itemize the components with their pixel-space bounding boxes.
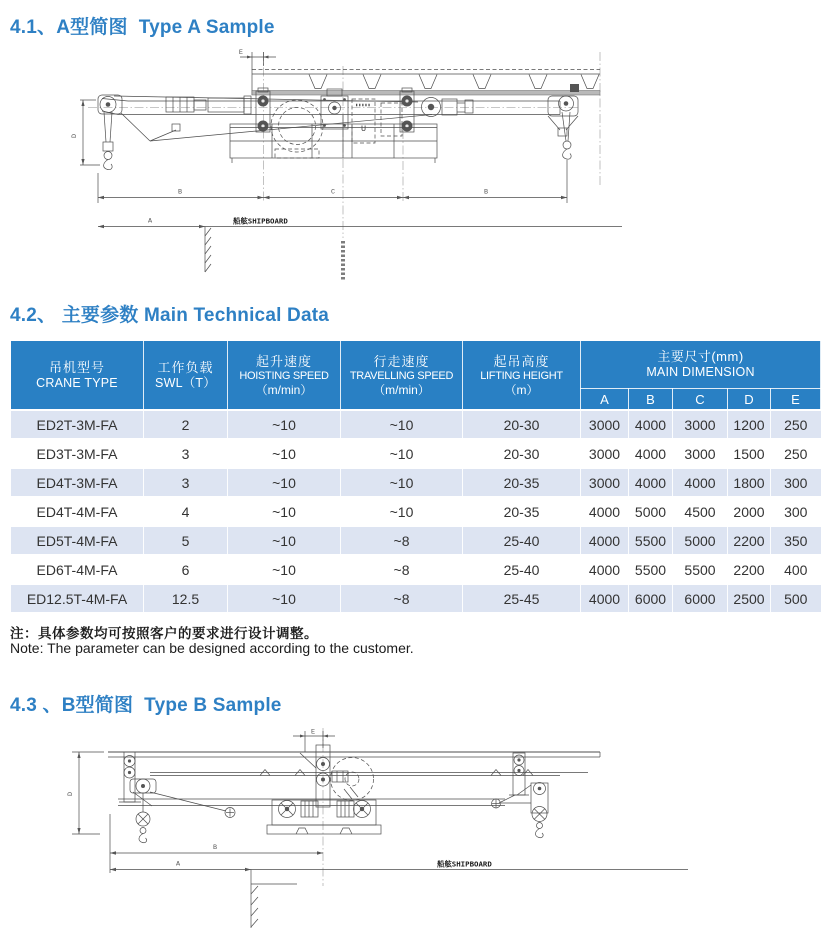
col-header-dim-e: E — [771, 389, 821, 411]
cell-c: 5500 — [673, 555, 728, 584]
cell-hoist: ~10 — [228, 526, 341, 555]
cell-a: 3000 — [581, 410, 629, 439]
main-technical-data-table — [10, 340, 821, 612]
cell-b: 4000 — [629, 439, 673, 468]
cell-model: ED6T-4M-FA — [11, 555, 144, 584]
cell-e: 400 — [771, 555, 821, 584]
table-row — [11, 526, 821, 555]
cell-e: 250 — [771, 410, 821, 439]
dim-label-b-right: B — [483, 188, 489, 197]
cell-swl: 3 — [144, 439, 228, 468]
cell-hoist: ~10 — [228, 584, 341, 612]
dim-label-b: B — [212, 844, 218, 852]
note-english: Note: The parameter can be designed according to the customer. — [10, 640, 414, 656]
cell-hoist: ~10 — [228, 410, 341, 439]
cell-a: 4000 — [581, 584, 629, 612]
cell-lift: 25-40 — [463, 555, 581, 584]
cell-a: 3000 — [581, 468, 629, 497]
col-header-crane-type: 吊机型号 CRANE TYPE — [11, 341, 144, 411]
cell-d: 2200 — [728, 526, 771, 555]
cell-b: 5500 — [629, 526, 673, 555]
dim-label-d: D — [71, 133, 79, 139]
shipboard-label-b: 船舷SHIPBOARD — [437, 859, 492, 869]
cell-travel: ~10 — [341, 497, 463, 526]
cell-swl: 6 — [144, 555, 228, 584]
cell-lift: 25-40 — [463, 526, 581, 555]
cell-b: 5000 — [629, 497, 673, 526]
cell-a: 4000 — [581, 497, 629, 526]
section-title-4-2: 4.2、 主要参数 Main Technical Data — [10, 305, 330, 326]
type-a-crane-drawing — [60, 45, 630, 295]
cell-swl: 5 — [144, 526, 228, 555]
cell-b: 6000 — [629, 584, 673, 612]
cell-c: 3000 — [673, 410, 728, 439]
shipboard-label-a: 船舷SHIPBOARD — [233, 216, 288, 226]
cell-e: 350 — [771, 526, 821, 555]
cell-lift: 20-35 — [463, 468, 581, 497]
cell-travel: ~10 — [341, 410, 463, 439]
col-header-main-dimension: 主要尺寸(mm) MAIN DIMENSION — [581, 341, 821, 389]
table-body — [11, 410, 821, 612]
dim-label-e: E — [310, 728, 316, 737]
cell-e: 300 — [771, 497, 821, 526]
cell-hoist: ~10 — [228, 468, 341, 497]
cell-d: 1500 — [728, 439, 771, 468]
cell-e: 300 — [771, 468, 821, 497]
cell-d: 2000 — [728, 497, 771, 526]
cell-c: 4500 — [673, 497, 728, 526]
note-chinese: 注：具体参数均可按照客户的要求进行设计调整。 — [10, 626, 318, 641]
dim-label-b-left: B — [177, 188, 183, 197]
table-row — [11, 439, 821, 468]
col-header-dim-b: B — [629, 389, 673, 411]
dim-label-d: D — [67, 791, 75, 797]
section-title-4-3: 4.3 、B型简图 Type B Sample — [10, 695, 282, 716]
dim-label-a: A — [175, 860, 181, 869]
cell-c: 5000 — [673, 526, 728, 555]
cell-travel: ~10 — [341, 439, 463, 468]
cell-model: ED2T-3M-FA — [11, 410, 144, 439]
cell-b: 4000 — [629, 468, 673, 497]
col-header-dim-a: A — [581, 389, 629, 411]
col-header-travelling-speed: 行走速度 TRAVELLING SPEED （m/min） — [341, 341, 463, 411]
cell-travel: ~8 — [341, 526, 463, 555]
cell-d: 1200 — [728, 410, 771, 439]
cell-e: 250 — [771, 439, 821, 468]
cell-a: 4000 — [581, 526, 629, 555]
cell-e: 500 — [771, 584, 821, 612]
cell-hoist: ~10 — [228, 497, 341, 526]
cell-swl: 12.5 — [144, 584, 228, 612]
cell-travel: ~8 — [341, 584, 463, 612]
cell-b: 5500 — [629, 555, 673, 584]
col-header-lifting-height: 起吊高度 LIFTING HEIGHT （m） — [463, 341, 581, 411]
cell-model: ED3T-3M-FA — [11, 439, 144, 468]
table-row — [11, 555, 821, 584]
cell-swl: 4 — [144, 497, 228, 526]
cell-swl: 3 — [144, 468, 228, 497]
col-header-dim-c: C — [673, 389, 728, 411]
cell-c: 4000 — [673, 468, 728, 497]
cell-lift: 20-30 — [463, 410, 581, 439]
type-b-crane-drawing — [55, 725, 690, 945]
cell-c: 6000 — [673, 584, 728, 612]
col-header-hoisting-speed: 起升速度 HOISTING SPEED （m/min） — [228, 341, 341, 411]
winch-mark-label: U — [360, 124, 367, 134]
cell-a: 4000 — [581, 555, 629, 584]
table-row — [11, 468, 821, 497]
cell-lift: 20-30 — [463, 439, 581, 468]
cell-c: 3000 — [673, 439, 728, 468]
cell-lift: 25-45 — [463, 584, 581, 612]
cell-d: 2500 — [728, 584, 771, 612]
cell-travel: ~10 — [341, 468, 463, 497]
col-header-swl: 工作负载 SWL（T） — [144, 341, 228, 411]
cell-travel: ~8 — [341, 555, 463, 584]
table-row — [11, 410, 821, 439]
cell-model: ED12.5T-4M-FA — [11, 584, 144, 612]
section-title-4-1: 4.1、A型简图 Type A Sample — [10, 17, 275, 38]
cell-b: 4000 — [629, 410, 673, 439]
cell-d: 1800 — [728, 468, 771, 497]
cell-swl: 2 — [144, 410, 228, 439]
col-header-dim-d: D — [728, 389, 771, 411]
table-row — [11, 497, 821, 526]
cell-a: 3000 — [581, 439, 629, 468]
table-row — [11, 584, 821, 612]
dim-label-c: C — [330, 188, 336, 197]
cell-hoist: ~10 — [228, 555, 341, 584]
cell-model: ED4T-4M-FA — [11, 497, 144, 526]
cell-d: 2200 — [728, 555, 771, 584]
dim-label-a: A — [147, 217, 153, 226]
cell-model: ED4T-3M-FA — [11, 468, 144, 497]
cell-model: ED5T-4M-FA — [11, 526, 144, 555]
dim-label-e: E — [238, 49, 243, 57]
cell-lift: 20-35 — [463, 497, 581, 526]
cell-hoist: ~10 — [228, 439, 341, 468]
